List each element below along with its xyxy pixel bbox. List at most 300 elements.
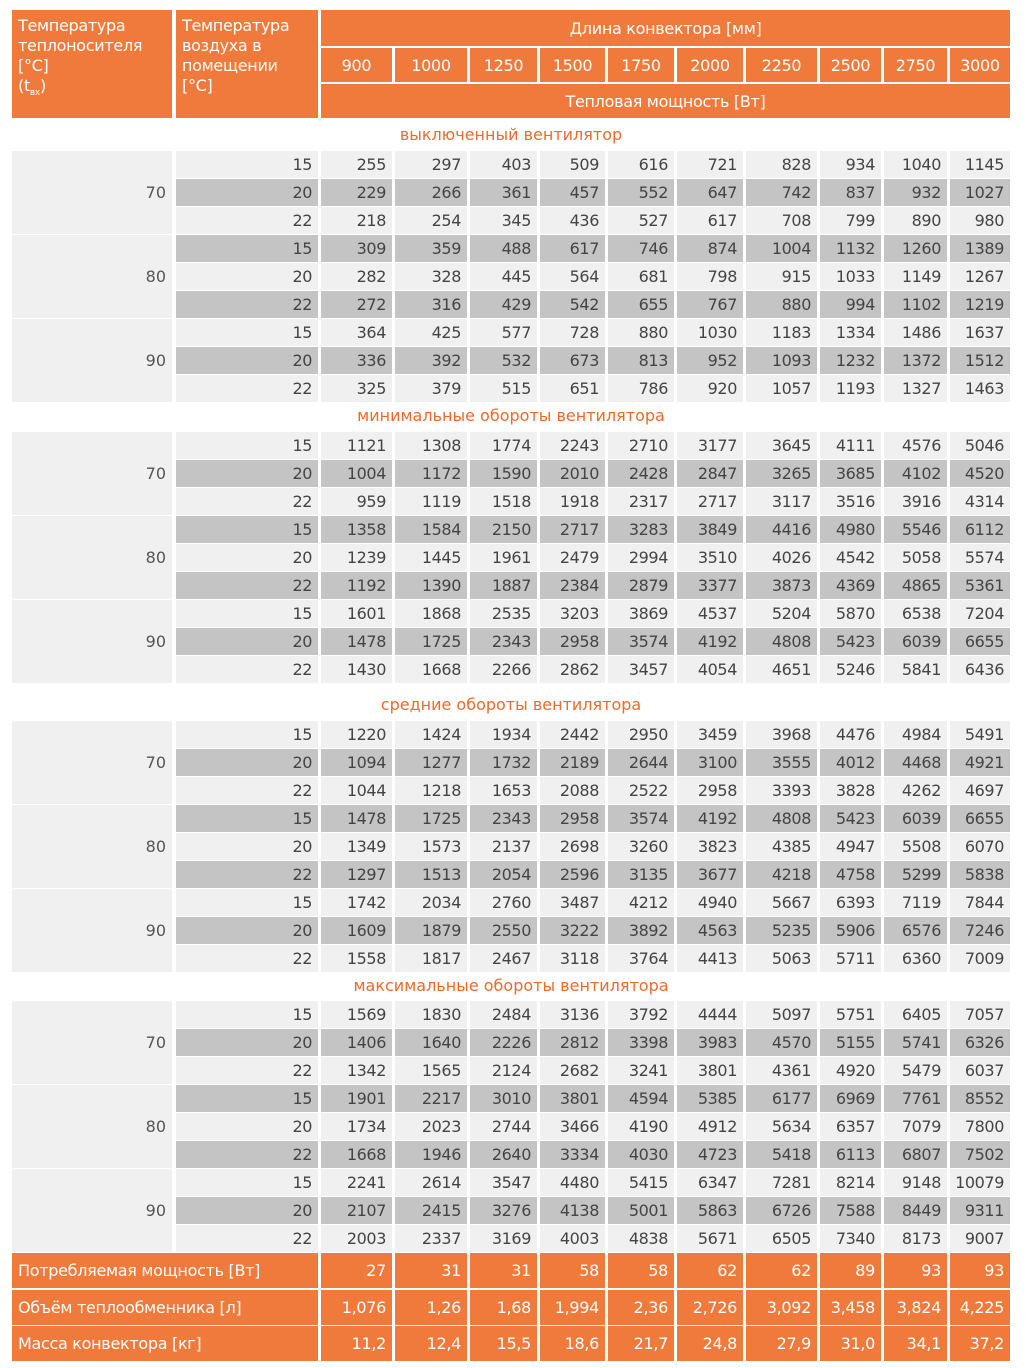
power-value-cell-text: 1277 xyxy=(421,753,461,772)
power-value-cell xyxy=(950,319,1010,346)
power-value-cell xyxy=(470,777,537,804)
power-value-cell xyxy=(677,628,743,655)
power-value-cell xyxy=(746,544,817,571)
power-value-cell xyxy=(470,375,537,402)
footer-value xyxy=(884,1290,947,1325)
power-value-cell-text: 3260 xyxy=(628,837,668,856)
power-value-cell-text: 542 xyxy=(569,295,599,314)
power-value-cell-text: 5634 xyxy=(771,1117,811,1136)
power-value-cell xyxy=(540,1169,605,1196)
power-value-cell xyxy=(470,432,537,459)
power-value-cell-text: 798 xyxy=(707,267,737,286)
power-value-cell-text: 4865 xyxy=(901,576,941,595)
power-value-cell xyxy=(677,179,743,206)
power-value-cell-text: 4758 xyxy=(835,865,875,884)
power-value-cell-text: 2088 xyxy=(559,781,599,800)
footer-value xyxy=(950,1253,1010,1288)
power-value-cell xyxy=(540,1197,605,1224)
section-title xyxy=(12,971,1010,1001)
power-value-cell xyxy=(470,460,537,487)
power-value-cell xyxy=(884,207,947,234)
power-value-cell-text: 1132 xyxy=(835,239,875,258)
power-value-cell-text: 3177 xyxy=(697,436,737,455)
section-title-text: минимальные обороты вентилятора xyxy=(357,406,665,425)
power-value-cell xyxy=(746,319,817,346)
power-value-cell xyxy=(540,151,605,178)
power-value-cell-text: 4413 xyxy=(697,949,737,968)
air-temp-cell xyxy=(176,319,318,346)
header-coolant-temp xyxy=(12,10,172,118)
power-value-cell-text: 1961 xyxy=(491,548,531,567)
power-value-cell-text: 2640 xyxy=(491,1145,531,1164)
power-value-cell xyxy=(950,805,1010,832)
power-value-cell xyxy=(321,861,392,888)
power-value-cell xyxy=(746,628,817,655)
power-value-cell xyxy=(746,291,817,318)
power-value-cell-text: 3764 xyxy=(628,949,668,968)
power-value-cell-text: 3547 xyxy=(491,1173,531,1192)
power-value-cell xyxy=(884,861,947,888)
power-value-cell-text: 4192 xyxy=(697,809,737,828)
section-title xyxy=(12,690,1010,720)
power-value-cell-text: 325 xyxy=(356,379,386,398)
power-value-cell xyxy=(950,628,1010,655)
footer-value xyxy=(820,1290,881,1325)
power-value-cell xyxy=(395,151,467,178)
air-temp-cell xyxy=(176,1113,318,1140)
power-value-cell xyxy=(746,263,817,290)
power-value-cell xyxy=(677,1113,743,1140)
power-value-cell xyxy=(950,291,1010,318)
power-value-cell-text: 1027 xyxy=(964,183,1004,202)
power-value-cell xyxy=(470,1085,537,1112)
power-value-cell xyxy=(608,889,674,916)
footer-label-text: Объём теплообменника [л] xyxy=(18,1298,242,1317)
power-value-cell-text: 2535 xyxy=(491,604,531,623)
air-temp-cell-text: 15 xyxy=(292,604,312,623)
power-value-cell-text: 6655 xyxy=(964,632,1004,651)
power-value-cell xyxy=(677,917,743,944)
power-value-cell xyxy=(395,263,467,290)
power-value-cell-text: 5667 xyxy=(771,893,811,912)
power-value-cell-text: 1830 xyxy=(421,1005,461,1024)
power-value-cell xyxy=(950,1197,1010,1224)
power-value-cell xyxy=(470,572,537,599)
power-value-cell xyxy=(950,347,1010,374)
power-value-cell xyxy=(950,721,1010,748)
power-value-cell-text: 4808 xyxy=(771,632,811,651)
power-value-cell xyxy=(470,516,537,543)
air-temp-cell-text: 22 xyxy=(292,1061,312,1080)
power-value-cell-text: 527 xyxy=(638,211,668,230)
length-header-1500 xyxy=(540,48,605,82)
power-value-cell xyxy=(746,151,817,178)
power-value-cell xyxy=(608,600,674,627)
length-header-1500-text: 1500 xyxy=(552,55,593,75)
air-temp-cell xyxy=(176,1029,318,1056)
power-value-cell-text: 6039 xyxy=(901,809,941,828)
power-value-cell xyxy=(608,1225,674,1252)
coolant-temp-cell-text: 70 xyxy=(145,183,166,202)
power-value-cell-text: 1239 xyxy=(346,548,386,567)
power-value-cell xyxy=(820,544,881,571)
power-value-cell-text: 2442 xyxy=(559,725,599,744)
footer-value-text: 18,6 xyxy=(564,1334,599,1353)
power-value-cell-text: 6360 xyxy=(901,949,941,968)
power-value-cell-text: 3792 xyxy=(628,1005,668,1024)
power-value-cell xyxy=(884,1001,947,1028)
footer-value-text: 34,1 xyxy=(906,1334,941,1353)
power-value-cell-text: 746 xyxy=(638,239,668,258)
power-value-cell xyxy=(395,179,467,206)
footer-value xyxy=(540,1290,605,1325)
footer-value xyxy=(321,1290,392,1325)
power-value-cell xyxy=(321,319,392,346)
footer-value-text: 11,2 xyxy=(351,1334,386,1353)
air-temp-cell xyxy=(176,488,318,515)
power-value-cell-text: 4476 xyxy=(835,725,875,744)
air-temp-cell xyxy=(176,889,318,916)
coolant-temp-cell-text: 70 xyxy=(145,464,166,483)
power-value-cell-text: 1513 xyxy=(421,865,461,884)
power-value-cell xyxy=(608,1085,674,1112)
power-value-cell xyxy=(950,945,1010,972)
power-value-cell xyxy=(677,572,743,599)
power-value-cell-text: 1486 xyxy=(901,323,941,342)
length-header-2500 xyxy=(820,48,881,82)
power-value-cell xyxy=(395,1113,467,1140)
power-value-cell xyxy=(820,833,881,860)
power-value-cell-text: 1390 xyxy=(421,576,461,595)
power-value-cell xyxy=(746,235,817,262)
power-value-cell xyxy=(746,516,817,543)
power-value-cell xyxy=(395,1169,467,1196)
power-value-cell xyxy=(608,1169,674,1196)
power-value-cell xyxy=(395,207,467,234)
power-value-cell xyxy=(677,263,743,290)
power-value-cell xyxy=(820,945,881,972)
power-value-cell xyxy=(950,544,1010,571)
power-value-cell-text: 3393 xyxy=(771,781,811,800)
power-value-cell-text: 2266 xyxy=(491,660,531,679)
footer-value-text: 31,0 xyxy=(840,1334,875,1353)
air-temp-cell-text: 22 xyxy=(292,1229,312,1248)
power-value-cell-text: 3677 xyxy=(697,865,737,884)
power-value-cell-text: 1887 xyxy=(491,576,531,595)
power-value-cell xyxy=(395,777,467,804)
power-value-cell xyxy=(540,600,605,627)
power-value-cell-text: 655 xyxy=(638,295,668,314)
footer-value xyxy=(321,1253,392,1288)
power-value-cell xyxy=(677,291,743,318)
power-value-cell xyxy=(540,749,605,776)
air-temp-cell-text: 22 xyxy=(292,865,312,884)
section-title xyxy=(12,401,1010,431)
power-value-cell xyxy=(395,544,467,571)
power-value-cell xyxy=(884,1057,947,1084)
power-value-cell-text: 5863 xyxy=(697,1201,737,1220)
power-value-cell-text: 4808 xyxy=(771,809,811,828)
power-value-cell-text: 1601 xyxy=(346,604,386,623)
power-value-cell xyxy=(321,777,392,804)
power-value-cell xyxy=(884,833,947,860)
power-value-cell-text: 6326 xyxy=(964,1033,1004,1052)
power-value-cell-text: 8214 xyxy=(835,1173,875,1192)
power-value-cell xyxy=(884,488,947,515)
power-value-cell-text: 316 xyxy=(431,295,461,314)
power-value-cell xyxy=(884,1029,947,1056)
power-value-cell-text: 5361 xyxy=(964,576,1004,595)
air-temp-cell xyxy=(176,1001,318,1028)
footer-value xyxy=(470,1326,537,1361)
power-value-cell xyxy=(950,1029,1010,1056)
power-value-cell-text: 3869 xyxy=(628,604,668,623)
power-value-cell xyxy=(321,1029,392,1056)
power-value-cell xyxy=(820,628,881,655)
power-value-cell xyxy=(395,805,467,832)
power-value-cell-text: 1093 xyxy=(771,351,811,370)
power-value-cell xyxy=(677,1029,743,1056)
power-value-cell-text: 980 xyxy=(974,211,1004,230)
power-value-cell-text: 2226 xyxy=(491,1033,531,1052)
air-temp-cell xyxy=(176,572,318,599)
power-value-cell xyxy=(820,1029,881,1056)
power-value-cell-text: 3118 xyxy=(559,949,599,968)
footer-value-text: 37,2 xyxy=(969,1334,1004,1353)
power-value-cell-text: 4697 xyxy=(964,781,1004,800)
power-value-cell-text: 1121 xyxy=(346,436,386,455)
power-value-cell xyxy=(746,572,817,599)
power-value-cell xyxy=(321,749,392,776)
power-value-cell-text: 2241 xyxy=(346,1173,386,1192)
power-value-cell xyxy=(540,917,605,944)
coolant-temp-cell-text: 80 xyxy=(145,1117,166,1136)
power-value-cell-text: 7588 xyxy=(835,1201,875,1220)
power-value-cell-text: 3398 xyxy=(628,1033,668,1052)
power-value-cell-text: 1358 xyxy=(346,520,386,539)
power-value-cell xyxy=(608,319,674,346)
power-value-cell xyxy=(608,1197,674,1224)
power-value-cell xyxy=(470,207,537,234)
power-value-cell-text: 5299 xyxy=(901,865,941,884)
power-value-cell xyxy=(395,572,467,599)
power-value-cell-text: 5423 xyxy=(835,632,875,651)
footer-value-text: 4,225 xyxy=(959,1298,1004,1317)
footer-value-text: 21,7 xyxy=(633,1334,668,1353)
power-value-cell-text: 5741 xyxy=(901,1033,941,1052)
air-temp-cell-text: 20 xyxy=(292,921,312,940)
power-value-cell xyxy=(608,375,674,402)
power-value-cell-text: 4012 xyxy=(835,753,875,772)
power-value-cell xyxy=(820,1225,881,1252)
power-value-cell xyxy=(884,235,947,262)
power-value-cell xyxy=(540,777,605,804)
power-value-cell-text: 6405 xyxy=(901,1005,941,1024)
power-value-cell-text: 5870 xyxy=(835,604,875,623)
power-value-cell xyxy=(540,721,605,748)
power-value-cell xyxy=(470,263,537,290)
footer-value-text: 2,36 xyxy=(633,1298,668,1317)
power-value-cell xyxy=(470,861,537,888)
power-value-cell xyxy=(321,600,392,627)
power-value-cell-text: 1573 xyxy=(421,837,461,856)
power-value-cell-text: 4838 xyxy=(628,1229,668,1248)
power-value-cell-text: 1149 xyxy=(901,267,941,286)
power-value-cell xyxy=(820,1169,881,1196)
header-power-title xyxy=(321,84,1010,118)
power-value-cell xyxy=(677,516,743,543)
power-value-cell-text: 5058 xyxy=(901,548,941,567)
air-temp-cell xyxy=(176,460,318,487)
power-value-cell xyxy=(540,347,605,374)
air-temp-cell-text: 20 xyxy=(292,837,312,856)
header-length-title xyxy=(321,10,1010,46)
power-value-cell-text: 5046 xyxy=(964,436,1004,455)
power-value-cell xyxy=(950,460,1010,487)
power-value-cell xyxy=(608,628,674,655)
power-value-cell xyxy=(746,1197,817,1224)
power-value-cell xyxy=(395,600,467,627)
power-value-cell xyxy=(470,833,537,860)
power-value-cell-text: 5235 xyxy=(771,921,811,940)
power-value-cell xyxy=(884,291,947,318)
power-value-cell-text: 6039 xyxy=(901,632,941,651)
power-value-cell xyxy=(950,263,1010,290)
power-value-cell xyxy=(820,375,881,402)
coolant-temp-cell-text: 90 xyxy=(145,921,166,940)
power-value-cell-text: 1172 xyxy=(421,464,461,483)
footer-value xyxy=(608,1253,674,1288)
power-value-cell xyxy=(395,1057,467,1084)
power-value-cell xyxy=(470,805,537,832)
power-value-cell xyxy=(540,319,605,346)
power-value-cell xyxy=(820,1057,881,1084)
power-value-cell-text: 959 xyxy=(356,492,386,511)
power-value-cell-text: 6505 xyxy=(771,1229,811,1248)
power-value-cell-text: 3574 xyxy=(628,809,668,828)
power-value-cell-text: 3265 xyxy=(771,464,811,483)
air-temp-cell xyxy=(176,1225,318,1252)
air-temp-cell-text: 15 xyxy=(292,155,312,174)
power-value-cell-text: 1934 xyxy=(491,725,531,744)
power-value-cell xyxy=(950,235,1010,262)
power-value-cell xyxy=(884,749,947,776)
power-value-cell-text: 1004 xyxy=(771,239,811,258)
power-value-cell-text: 5155 xyxy=(835,1033,875,1052)
power-value-cell xyxy=(395,628,467,655)
power-value-cell-text: 3169 xyxy=(491,1229,531,1248)
footer-value-text: 12,4 xyxy=(426,1334,461,1353)
footer-value-text: 3,824 xyxy=(896,1298,941,1317)
power-value-cell xyxy=(746,861,817,888)
power-value-cell-text: 7246 xyxy=(964,921,1004,940)
power-value-cell-text: 3916 xyxy=(901,492,941,511)
footer-value xyxy=(470,1290,537,1325)
power-value-cell xyxy=(540,572,605,599)
power-value-cell xyxy=(540,1085,605,1112)
header-air-temp-text: Температура воздуха в помещении [°C] xyxy=(182,16,290,95)
power-value-cell xyxy=(950,179,1010,206)
power-value-cell-text: 915 xyxy=(781,267,811,286)
power-value-cell-text: 1637 xyxy=(964,323,1004,342)
air-temp-cell-text: 15 xyxy=(292,809,312,828)
power-value-cell xyxy=(608,207,674,234)
power-value-cell xyxy=(884,1113,947,1140)
power-value-cell xyxy=(677,805,743,832)
length-header-2000-text: 2000 xyxy=(690,55,730,75)
power-value-cell-text: 2217 xyxy=(421,1089,461,1108)
power-value-cell xyxy=(540,291,605,318)
footer-value xyxy=(395,1326,467,1361)
air-temp-cell-text: 15 xyxy=(292,725,312,744)
air-temp-cell xyxy=(176,861,318,888)
power-value-cell xyxy=(321,235,392,262)
power-value-cell-text: 1372 xyxy=(901,351,941,370)
air-temp-cell-text: 22 xyxy=(292,576,312,595)
power-value-cell-text: 880 xyxy=(781,295,811,314)
power-value-cell xyxy=(608,656,674,683)
coolant-temp-cell-text: 80 xyxy=(145,267,166,286)
power-value-cell xyxy=(321,432,392,459)
air-temp-cell-text: 15 xyxy=(292,520,312,539)
power-value-cell-text: 4444 xyxy=(697,1005,737,1024)
power-value-cell xyxy=(884,263,947,290)
power-value-cell xyxy=(608,805,674,832)
coolant-temp-cell xyxy=(12,235,172,318)
power-value-cell-text: 5423 xyxy=(835,809,875,828)
power-value-cell-text: 4940 xyxy=(697,893,737,912)
power-value-cell xyxy=(395,1029,467,1056)
power-value-cell-text: 4570 xyxy=(771,1033,811,1052)
power-value-cell xyxy=(540,656,605,683)
power-value-cell-text: 425 xyxy=(431,323,461,342)
power-value-cell xyxy=(950,1225,1010,1252)
power-value-cell-text: 4980 xyxy=(835,520,875,539)
power-value-cell xyxy=(608,1001,674,1028)
power-value-cell-text: 1742 xyxy=(346,893,386,912)
power-value-cell-text: 1558 xyxy=(346,949,386,968)
power-value-cell-text: 721 xyxy=(707,155,737,174)
air-temp-cell-text: 20 xyxy=(292,1033,312,1052)
coolant-temp-cell xyxy=(12,805,172,888)
power-value-cell xyxy=(950,572,1010,599)
power-value-cell xyxy=(608,263,674,290)
power-value-cell-text: 8173 xyxy=(901,1229,941,1248)
power-value-cell-text: 4026 xyxy=(771,548,811,567)
power-value-cell xyxy=(677,749,743,776)
air-temp-cell xyxy=(176,656,318,683)
power-value-cell-text: 5546 xyxy=(901,520,941,539)
power-value-cell xyxy=(677,777,743,804)
power-value-cell-text: 1102 xyxy=(901,295,941,314)
power-value-cell-text: 3645 xyxy=(771,436,811,455)
power-value-cell-text: 952 xyxy=(707,351,737,370)
air-temp-cell xyxy=(176,600,318,627)
power-value-cell-text: 5204 xyxy=(771,604,811,623)
power-value-cell-text: 2137 xyxy=(491,837,531,856)
power-value-cell-text: 5479 xyxy=(901,1061,941,1080)
power-value-cell xyxy=(820,721,881,748)
power-value-cell xyxy=(950,516,1010,543)
power-value-cell xyxy=(950,656,1010,683)
power-value-cell xyxy=(820,600,881,627)
power-value-cell-text: 3849 xyxy=(697,520,737,539)
footer-value-text: 1,26 xyxy=(426,1298,461,1317)
power-value-cell xyxy=(950,777,1010,804)
air-temp-cell xyxy=(176,207,318,234)
coolant-temp-cell xyxy=(12,721,172,804)
section-title-text: выключенный вентилятор xyxy=(399,125,623,144)
